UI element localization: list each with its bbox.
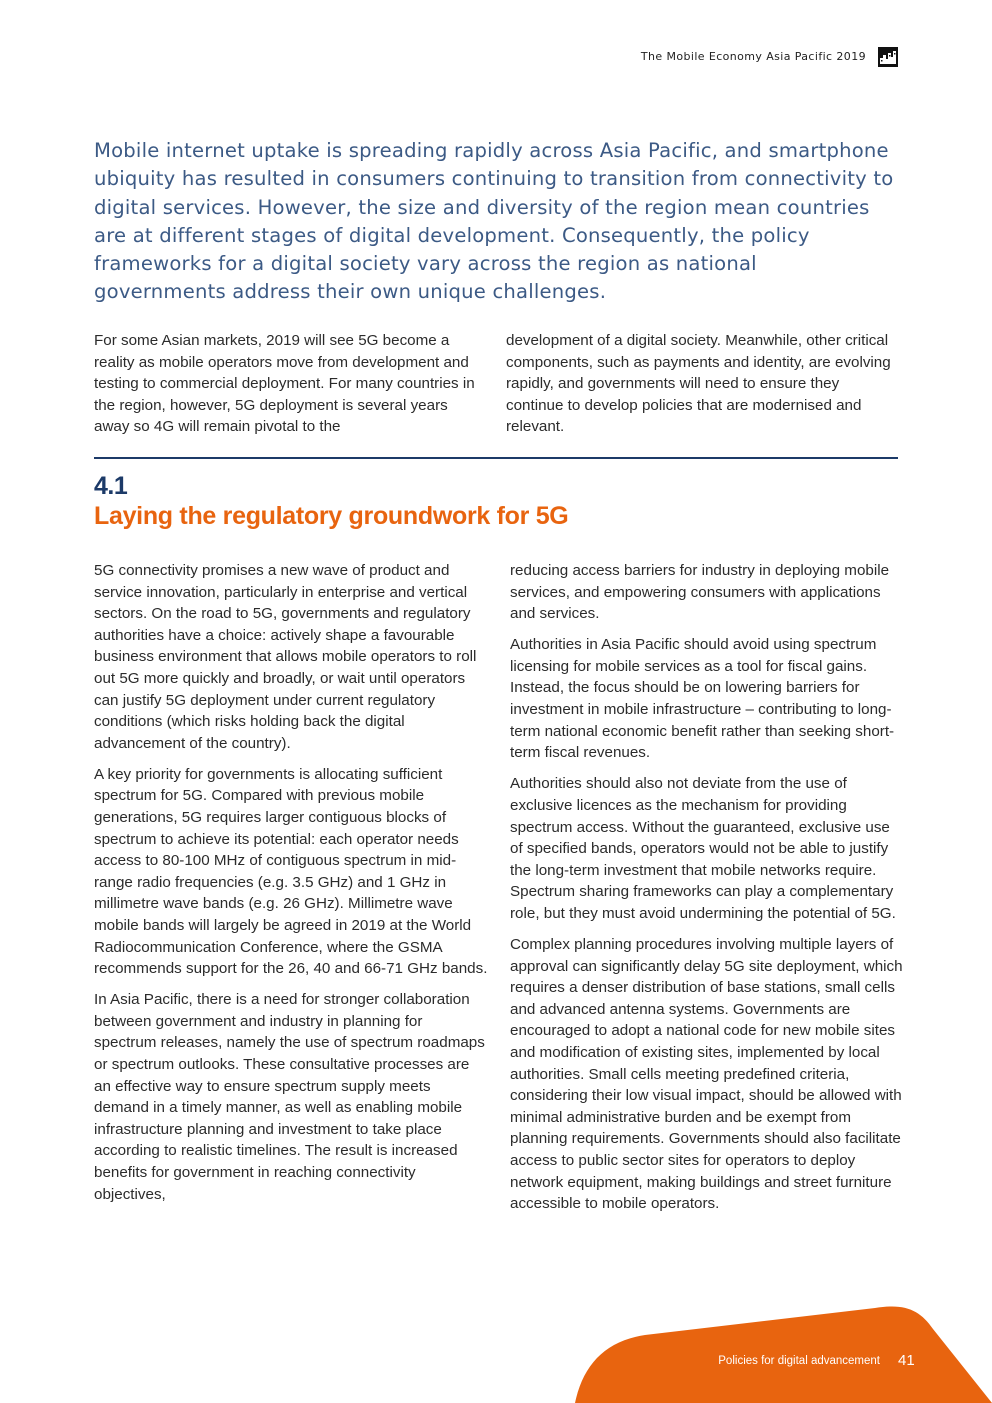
body-paragraph: In Asia Pacific, there is a need for stronger collaboration between government and industry in planning for spectrum releases, namely the use of spectrum roadmaps or spectrum outlooks. These consultative processes are an effective way to ensure spectrum supply meets demand in a timely manner, as well as enabling mobile infrastructure planning and investment to take place according to realistic timelines. The result is increased benefits for government in reaching connectivity objectives, — [94, 991, 485, 1203]
intro-paragraph: development of a digital society. Meanwhile, other critical components, such as payments and identity, are evolving rapidly, and governments will need to ensure they continue to develop policies that are modernised and relevant. — [506, 332, 891, 436]
section-divider — [94, 457, 898, 459]
footer-orange-shape — [575, 1305, 992, 1403]
running-header-title: The Mobile Economy Asia Pacific 2019 — [640, 50, 866, 63]
cityscape-icon — [878, 47, 898, 67]
body-column-left — [94, 560, 489, 1215]
body-paragraph: Authorities should also not deviate from the use of exclusive licences as the mechanism for providing spectrum access. Without the guaranteed, exclusive use of specified bands, operators would not be able to justify the long-term investment that mobile networks require. Spectrum sharing frameworks can play a complementary role, but they must avoid undermining the potential of 5G. — [510, 775, 896, 922]
section-number: 4.1 — [94, 472, 128, 500]
intro-column-left — [94, 330, 486, 447]
section-title: Laying the regulatory groundwork for 5G — [94, 502, 569, 530]
intro-lead-paragraph: Mobile internet uptake is spreading rapidly across Asia Pacific, and smartphone ubiquity has resulted in consumers continuing to transition from connectivity to digital services. However, the size and diversity of the region mean countries are at different stages of digital development. Consequently, the policy frameworks for a digital society vary across the region as national governments address their own unique challenges. — [94, 139, 894, 304]
body-paragraph: Authorities in Asia Pacific should avoid using spectrum licensing for mobile services as a tool for fiscal gains. Instead, the focus should be on lowering barriers for investment in mobile infrastructure – contributing to long-term national economic benefit rather than seeking short-term fiscal revenues. — [510, 636, 895, 762]
page-number: 41 — [898, 1352, 915, 1369]
intro-column-right — [506, 330, 898, 447]
intro-paragraph: For some Asian markets, 2019 will see 5G become a reality as mobile operators move from development and testing to commercial deployment. For many countries in the region, however, 5G deployment is several years away so 4G will remain pivotal to the — [94, 332, 475, 436]
body-paragraph: Complex planning procedures involving multiple layers of approval can significantly delay 5G site deployment, which requires a denser distribution of base stations, small cells and advanced antenna systems. Governments are encouraged to adopt a national code for new mobile sites and modification of existing sites, implemented by local authorities. Small cells meeting predefined criteria, considering their low visual impact, should be allowed with minimal administrative burden and be exempt from planning requirements. Governments should also facilitate access to public sector sites for operators to deploy network equipment, making buildings and street furniture accessible to mobile operators. — [510, 936, 903, 1213]
body-paragraph: reducing access barriers for industry in deploying mobile services, and empowering consumers with applications and services. — [510, 562, 890, 623]
footer-section-label: Policies for digital advancement — [718, 1355, 880, 1367]
body-paragraph: 5G connectivity promises a new wave of product and service innovation, particularly in enterprise and vertical sectors. On the road to 5G, governments and regulatory authorities have a choice: actively shape a favourable business environment that allows mobile operators to roll out 5G more quickly and broadly, or wait until operators can justify 5G deployment under current regulatory conditions (which risks holding back the digital advancement of the country). — [94, 562, 477, 752]
body-column-right — [510, 560, 905, 1224]
body-paragraph: A key priority for governments is allocating sufficient spectrum for 5G. Compared with previous mobile generations, 5G requires larger contiguous blocks of spectrum to achieve its potential: each operator needs access to 80-100 MHz of contiguous spectrum in mid-range radio frequencies (e.g. 3.5 GHz) and 1 GHz in millimetre wave bands (e.g. 26 GHz). Millimetre wave mobile bands will largely be agreed in 2019 at the World Radiocommunication Conference, where the GSMA recommends support for the 26, 40 and 66-71 GHz bands. — [94, 765, 488, 978]
